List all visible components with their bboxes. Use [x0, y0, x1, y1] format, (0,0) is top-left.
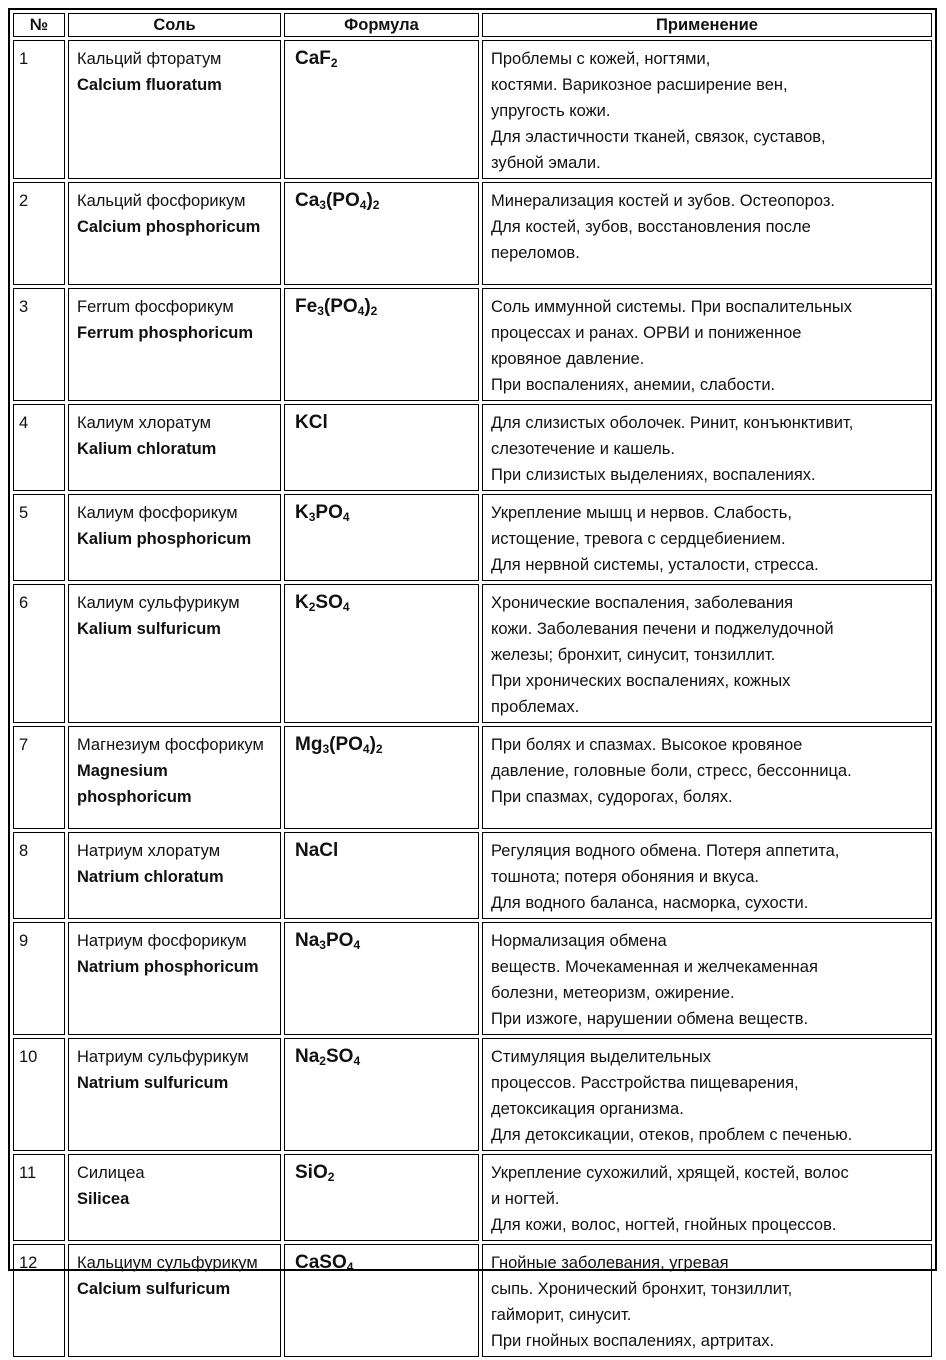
formula-cell	[284, 922, 479, 1035]
salt-name-cell	[68, 832, 281, 919]
formula-symbol: (PO	[325, 190, 360, 211]
formula-symbol: (PO	[329, 734, 363, 755]
table-row	[13, 726, 932, 829]
salt-name-cell	[68, 1244, 281, 1357]
formula-symbol: KCl	[295, 412, 328, 433]
application-line: При спазмах, судорогах, болях.	[491, 788, 733, 806]
formula-subscript: 2	[308, 600, 316, 614]
formula-subscript: 2	[330, 56, 338, 70]
application-line: При болях и спазмах. Высокое кровяное	[491, 736, 803, 754]
application-line: кожи. Заболевания печени и поджелудочной	[491, 620, 834, 638]
formula-cell	[284, 726, 479, 829]
formula-symbol: PO	[315, 502, 343, 523]
row-number: 6	[13, 584, 65, 723]
row-number: 9	[13, 922, 65, 1035]
row-number: 7	[13, 726, 65, 829]
application-line: процессах и ранах. ОРВИ и пониженное	[491, 324, 802, 342]
application-line: тошнота; потеря обоняния и вкуса.	[491, 868, 759, 886]
salt-name-russian: Кальциум сульфурикум	[77, 1254, 258, 1272]
application-line: упругость кожи.	[491, 102, 611, 120]
salt-name-latin: Natrium chloratum	[77, 868, 224, 886]
salt-name-cell	[68, 40, 281, 179]
application-cell	[482, 1154, 932, 1241]
application-line: железы; бронхит, синусит, тонзиллит.	[491, 646, 776, 664]
application-line: истощение, тревога с сердцебиением.	[491, 530, 786, 548]
application-cell	[482, 288, 932, 401]
row-number: 5	[13, 494, 65, 581]
application-line: Нормализация обмена	[491, 932, 667, 950]
formula-symbol: Na	[295, 1046, 320, 1067]
formula-cell	[284, 1154, 479, 1241]
application-line: Для водного баланса, насморка, сухости.	[491, 894, 809, 912]
application-line: сыпь. Хронический бронхит, тонзиллит,	[491, 1280, 793, 1298]
header-application: Применение	[482, 13, 932, 37]
formula-subscript: 4	[359, 198, 367, 212]
application-cell	[482, 584, 932, 723]
application-line: Для эластичности тканей, связок, суставов,	[491, 128, 826, 146]
formula-symbol: PO	[325, 930, 354, 951]
application-line: болезни, метеоризм, ожирение.	[491, 984, 735, 1002]
application-line: Для кожи, волос, ногтей, гнойных процессов.	[491, 1216, 837, 1234]
application-line: Для детоксикации, отеков, проблем с печенью.	[491, 1126, 853, 1144]
salt-name-latin: Natrium phosphoricum	[77, 958, 259, 976]
formula-symbol: )	[364, 296, 371, 317]
application-line: Гнойные заболевания, угревая	[491, 1254, 729, 1272]
salt-name-cell	[68, 288, 281, 401]
formula-cell	[284, 494, 479, 581]
table-row	[13, 40, 932, 179]
formula-symbol: Na	[295, 930, 320, 951]
salt-name-latin: Calcium fluoratum	[77, 76, 222, 94]
formula-subscript: 2	[319, 1054, 326, 1068]
salt-name-russian: Силицеа	[77, 1164, 145, 1182]
salts-table-frame	[8, 8, 937, 1350]
formula-symbol: SO	[315, 592, 343, 613]
formula-subscript: 4	[353, 938, 361, 952]
table-row	[13, 288, 932, 401]
formula-subscript: 4	[342, 600, 350, 614]
formula-subscript: 3	[308, 510, 316, 524]
application-line: При слизистых выделениях, воспалениях.	[491, 466, 816, 484]
formula-subscript: 4	[353, 1054, 361, 1068]
table-row	[13, 832, 932, 919]
formula-cell	[284, 182, 479, 285]
row-number: 3	[13, 288, 65, 401]
application-cell	[482, 1244, 932, 1357]
application-cell	[482, 182, 932, 285]
application-line: костями. Варикозное расширение вен,	[491, 76, 788, 94]
salt-name-russian: Калиум сульфурикум	[77, 594, 240, 612]
header-row	[13, 13, 932, 37]
header-formula: Формула	[284, 13, 479, 37]
formula-subscript: 3	[317, 304, 324, 318]
salt-name-russian: Кальций фосфорикум	[77, 192, 246, 210]
row-number: 8	[13, 832, 65, 919]
salt-name-russian: Магнезиум фосфорикум	[77, 736, 264, 754]
application-line: Проблемы с кожей, ногтями,	[491, 50, 711, 68]
formula-symbol: )	[369, 734, 376, 755]
formula-symbol: SO	[325, 1046, 354, 1067]
salt-name-cell	[68, 1038, 281, 1151]
salt-name-russian: Натриум сульфурикум	[77, 1048, 249, 1066]
salts-table	[10, 10, 935, 1360]
formula-symbol: CaF	[295, 48, 331, 69]
application-line: Для слизистых оболочек. Ринит, конъюнктивит,	[491, 414, 854, 432]
formula-subscript: 3	[319, 938, 326, 952]
salt-name-latin: Ferrum phosphoricum	[77, 324, 254, 342]
formula-subscript: 4	[357, 304, 365, 318]
application-line: проблемах.	[491, 698, 580, 716]
application-line: Для костей, зубов, восстановления после	[491, 218, 811, 236]
application-line: При воспалениях, анемии, слабости.	[491, 376, 776, 394]
salt-name-cell	[68, 584, 281, 723]
row-number: 2	[13, 182, 65, 285]
application-line: кровяное давление.	[491, 350, 645, 368]
application-line: гайморит, синусит.	[491, 1306, 632, 1324]
formula-subscript: 3	[319, 198, 326, 212]
table-row	[13, 404, 932, 491]
formula-subscript: 2	[375, 742, 383, 756]
formula-subscript: 4	[346, 1260, 354, 1274]
application-line: слезотечение и кашель.	[491, 440, 675, 458]
salt-name-latin: Calcium phosphoricum	[77, 218, 261, 236]
application-line: Стимуляция выделительных	[491, 1048, 712, 1066]
row-number: 12	[13, 1244, 65, 1357]
application-cell	[482, 832, 932, 919]
application-line: давление, головные боли, стресс, бессонница.	[491, 762, 852, 780]
formula-subscript: 2	[327, 1170, 335, 1184]
formula-cell	[284, 404, 479, 491]
formula-symbol: NaCl	[295, 840, 339, 861]
application-cell	[482, 726, 932, 829]
application-cell	[482, 922, 932, 1035]
salt-name-latin: Magnesium phosphoricum	[77, 762, 192, 806]
salt-name-latin: Natrium sulfuricum	[77, 1074, 229, 1092]
application-cell	[482, 40, 932, 179]
formula-symbol: Fe	[295, 296, 318, 317]
salt-name-cell	[68, 494, 281, 581]
application-cell	[482, 1038, 932, 1151]
row-number: 1	[13, 40, 65, 179]
salt-name-russian: Калиум хлоратум	[77, 414, 212, 432]
formula-subscript: 4	[342, 510, 350, 524]
salt-name-russian: Натриум хлоратум	[77, 842, 221, 860]
formula-subscript: 2	[370, 304, 378, 318]
salt-name-russian: Калиум фосфорикум	[77, 504, 238, 522]
formula-symbol: CaSO	[295, 1252, 347, 1273]
application-line: Хронические воспаления, заболевания	[491, 594, 794, 612]
application-line: веществ. Мочекаменная и желчекаменная	[491, 958, 818, 976]
application-line: зубной эмали.	[491, 154, 601, 172]
salt-name-latin: Calcium sulfuricum	[77, 1280, 231, 1298]
salt-name-latin: Silicea	[77, 1190, 130, 1208]
table-row	[13, 1244, 932, 1357]
table-row	[13, 922, 932, 1035]
row-number: 10	[13, 1038, 65, 1151]
application-line: Укрепление мышц и нервов. Слабость,	[491, 504, 792, 522]
application-line: Минерализация костей и зубов. Остеопороз.	[491, 192, 835, 210]
application-line: детоксикация организма.	[491, 1100, 684, 1118]
formula-subscript: 3	[322, 742, 330, 756]
salt-name-cell	[68, 182, 281, 285]
formula-cell	[284, 1244, 479, 1357]
formula-cell	[284, 832, 479, 919]
formula-subscript: 2	[372, 198, 380, 212]
application-line: Для нервной системы, усталости, стресса.	[491, 556, 819, 574]
application-line: При изжоге, нарушении обмена веществ.	[491, 1010, 809, 1028]
salt-name-cell	[68, 404, 281, 491]
salt-name-russian: Натриум фосфорикум	[77, 932, 247, 950]
application-line: переломов.	[491, 244, 580, 262]
formula-cell	[284, 1038, 479, 1151]
application-line: процессов. Расстройства пищеварения,	[491, 1074, 799, 1092]
application-line: При гнойных воспалениях, артритах.	[491, 1332, 775, 1350]
salt-name-cell	[68, 1154, 281, 1241]
application-line: При хронических воспалениях, кожных	[491, 672, 791, 690]
application-line: Соль иммунной системы. При воспалительных	[491, 298, 852, 316]
application-line: Регуляция водного обмена. Потеря аппетита,	[491, 842, 840, 860]
salt-name-cell	[68, 922, 281, 1035]
application-line: и ногтей.	[491, 1190, 560, 1208]
formula-subscript: 4	[362, 742, 370, 756]
formula-symbol: SiO	[295, 1162, 328, 1183]
table-row	[13, 1038, 932, 1151]
table-row	[13, 584, 932, 723]
row-number: 11	[13, 1154, 65, 1241]
table-row	[13, 494, 932, 581]
application-cell	[482, 494, 932, 581]
formula-symbol: Mg	[295, 734, 323, 755]
formula-symbol: Ca	[295, 190, 320, 211]
row-number: 4	[13, 404, 65, 491]
formula-symbol: K	[295, 592, 309, 613]
application-cell	[482, 404, 932, 491]
header-number: №	[13, 13, 65, 37]
formula-cell	[284, 40, 479, 179]
formula-cell	[284, 288, 479, 401]
salt-name-latin: Kalium chloratum	[77, 440, 217, 458]
formula-symbol: (PO	[323, 296, 358, 317]
salt-name-russian: Кальций фторатум	[77, 50, 222, 68]
salt-name-russian: Ferrum фосфорикум	[77, 298, 234, 316]
salt-name-cell	[68, 726, 281, 829]
table-row	[13, 182, 932, 285]
formula-symbol: K	[295, 502, 309, 523]
salt-name-latin: Kalium sulfuricum	[77, 620, 221, 638]
table-row	[13, 1154, 932, 1241]
salt-name-latin: Kalium phosphoricum	[77, 530, 252, 548]
formula-symbol: )	[366, 190, 373, 211]
application-line: Укрепление сухожилий, хрящей, костей, волос	[491, 1164, 849, 1182]
formula-cell	[284, 584, 479, 723]
header-salt: Соль	[68, 13, 281, 37]
